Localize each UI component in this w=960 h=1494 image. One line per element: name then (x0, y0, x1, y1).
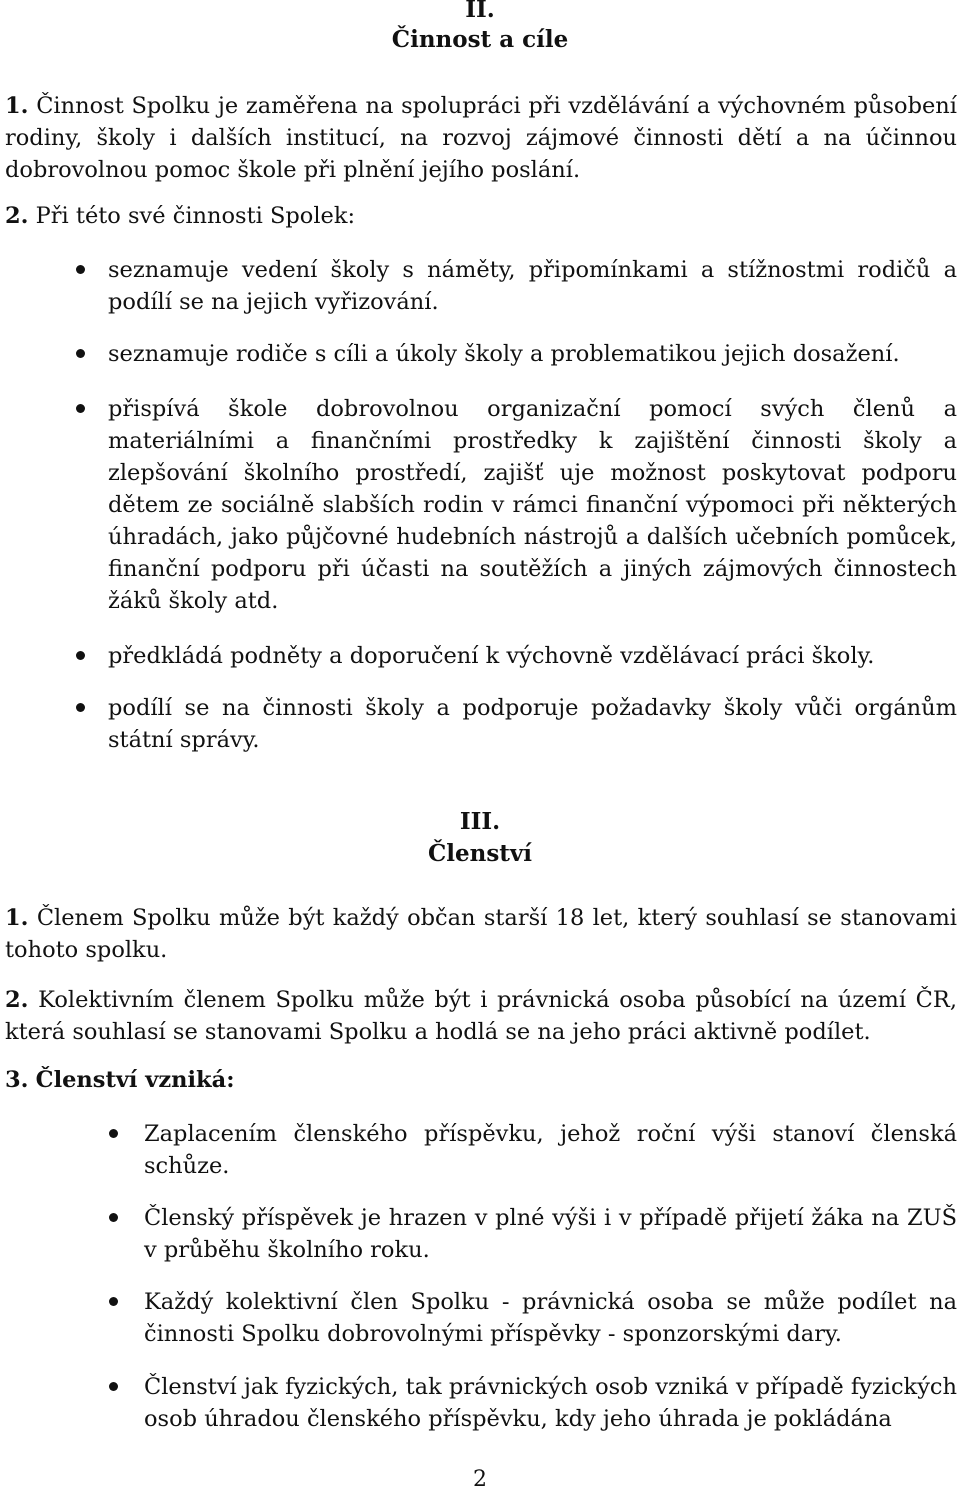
paragraph-text: Kolektivním členem Spolku může být i právnická osoba působící na území ČR, která souhlasí se stanovami Spolku a hodlá se na jeho práci aktivně podílet. (5, 987, 957, 1045)
list-item: Členský příspěvek je hrazen v plné výši i v případě přijetí žáka na ZUŠ v průběhu školního roku. (144, 1205, 957, 1263)
section-title: Členství (427, 840, 533, 867)
section-roman-numeral: III. (459, 808, 501, 835)
section-title: Činnost a cíle (391, 26, 569, 53)
bullet-icon (76, 404, 85, 413)
paragraph-text: Činnost Spolku je zaměřena na spolupráci při vzdělávání a výchovném působení rodiny, školy i dalších institucí, na rozvoj zájmové činnosti dětí a na účinnou dobrovolnou pomoc škole při plnění jejího poslání. (5, 93, 957, 183)
bullet-icon (76, 651, 85, 660)
list-item: podílí se na činnosti školy a podporuje požadavky školy vůči orgánům státní správy. (108, 695, 957, 753)
paragraph (5, 984, 957, 1048)
paragraph-number: 2. (5, 987, 29, 1013)
bullet-icon (76, 349, 85, 358)
bullet-icon (109, 1297, 118, 1306)
bullet-icon (109, 1129, 118, 1138)
list-item: Každý kolektivní člen Spolku - právnická osoba se může podílet na činnosti Spolku dobrovolnými příspěvky - sponzorskými dary. (144, 1289, 957, 1347)
paragraph-text: Členem Spolku může být každý občan starší 18 let, který souhlasí se stanovami tohoto spolku. (5, 905, 957, 963)
paragraph-number: 3. (5, 1067, 29, 1093)
bullet-icon (76, 265, 85, 274)
paragraph-number: 2. (5, 203, 29, 229)
list-item: předkládá podněty a doporučení k výchovně vzdělávací práci školy. (108, 643, 875, 669)
bullet-icon (109, 1213, 118, 1222)
list-item: seznamuje rodiče s cíli a úkoly školy a problematikou jejich dosažení. (108, 341, 900, 367)
list-item: Zaplacením členského příspěvku, jehož roční výši stanoví členská schůze. (144, 1121, 957, 1179)
paragraph (5, 902, 957, 966)
section-roman-numeral: II. (465, 0, 495, 23)
bullet-icon (109, 1382, 118, 1391)
list-item: seznamuje vedení školy s náměty, připomínkami a stížnostmi rodičů a podílí se na jejich vyřizování. (108, 257, 957, 315)
bullet-icon (76, 703, 85, 712)
list-item: Členství jak fyzických, tak právnických osob vzniká v případě fyzických osob úhradou členského příspěvku, kdy jeho úhrada je pokládána (144, 1374, 957, 1432)
paragraph-number: 1. (5, 905, 29, 931)
paragraph (5, 1064, 957, 1096)
paragraph-text: Členství vzniká: (35, 1067, 235, 1093)
paragraph (5, 90, 957, 186)
page-number: 2 (473, 1467, 487, 1492)
paragraph-text: Při této své činnosti Spolek: (35, 203, 356, 229)
list-item: přispívá škole dobrovolnou organizační pomocí svých členů a materiálními a finančními prostředky k zajištění činnosti školy a zlepšování školního prostředí, zajišť uje možnost poskytovat podporu dětem ze sociálně slabších rodin v rámci finanční výpomoci při některých úhradách, jako půjčovné hudebních nástrojů a dalších učebních pomůcek, finanční podporu při účasti na soutěžích a jiných zájmových činnostech žáků školy atd. (108, 396, 957, 614)
paragraph-number: 1. (5, 93, 29, 119)
paragraph (5, 200, 957, 232)
